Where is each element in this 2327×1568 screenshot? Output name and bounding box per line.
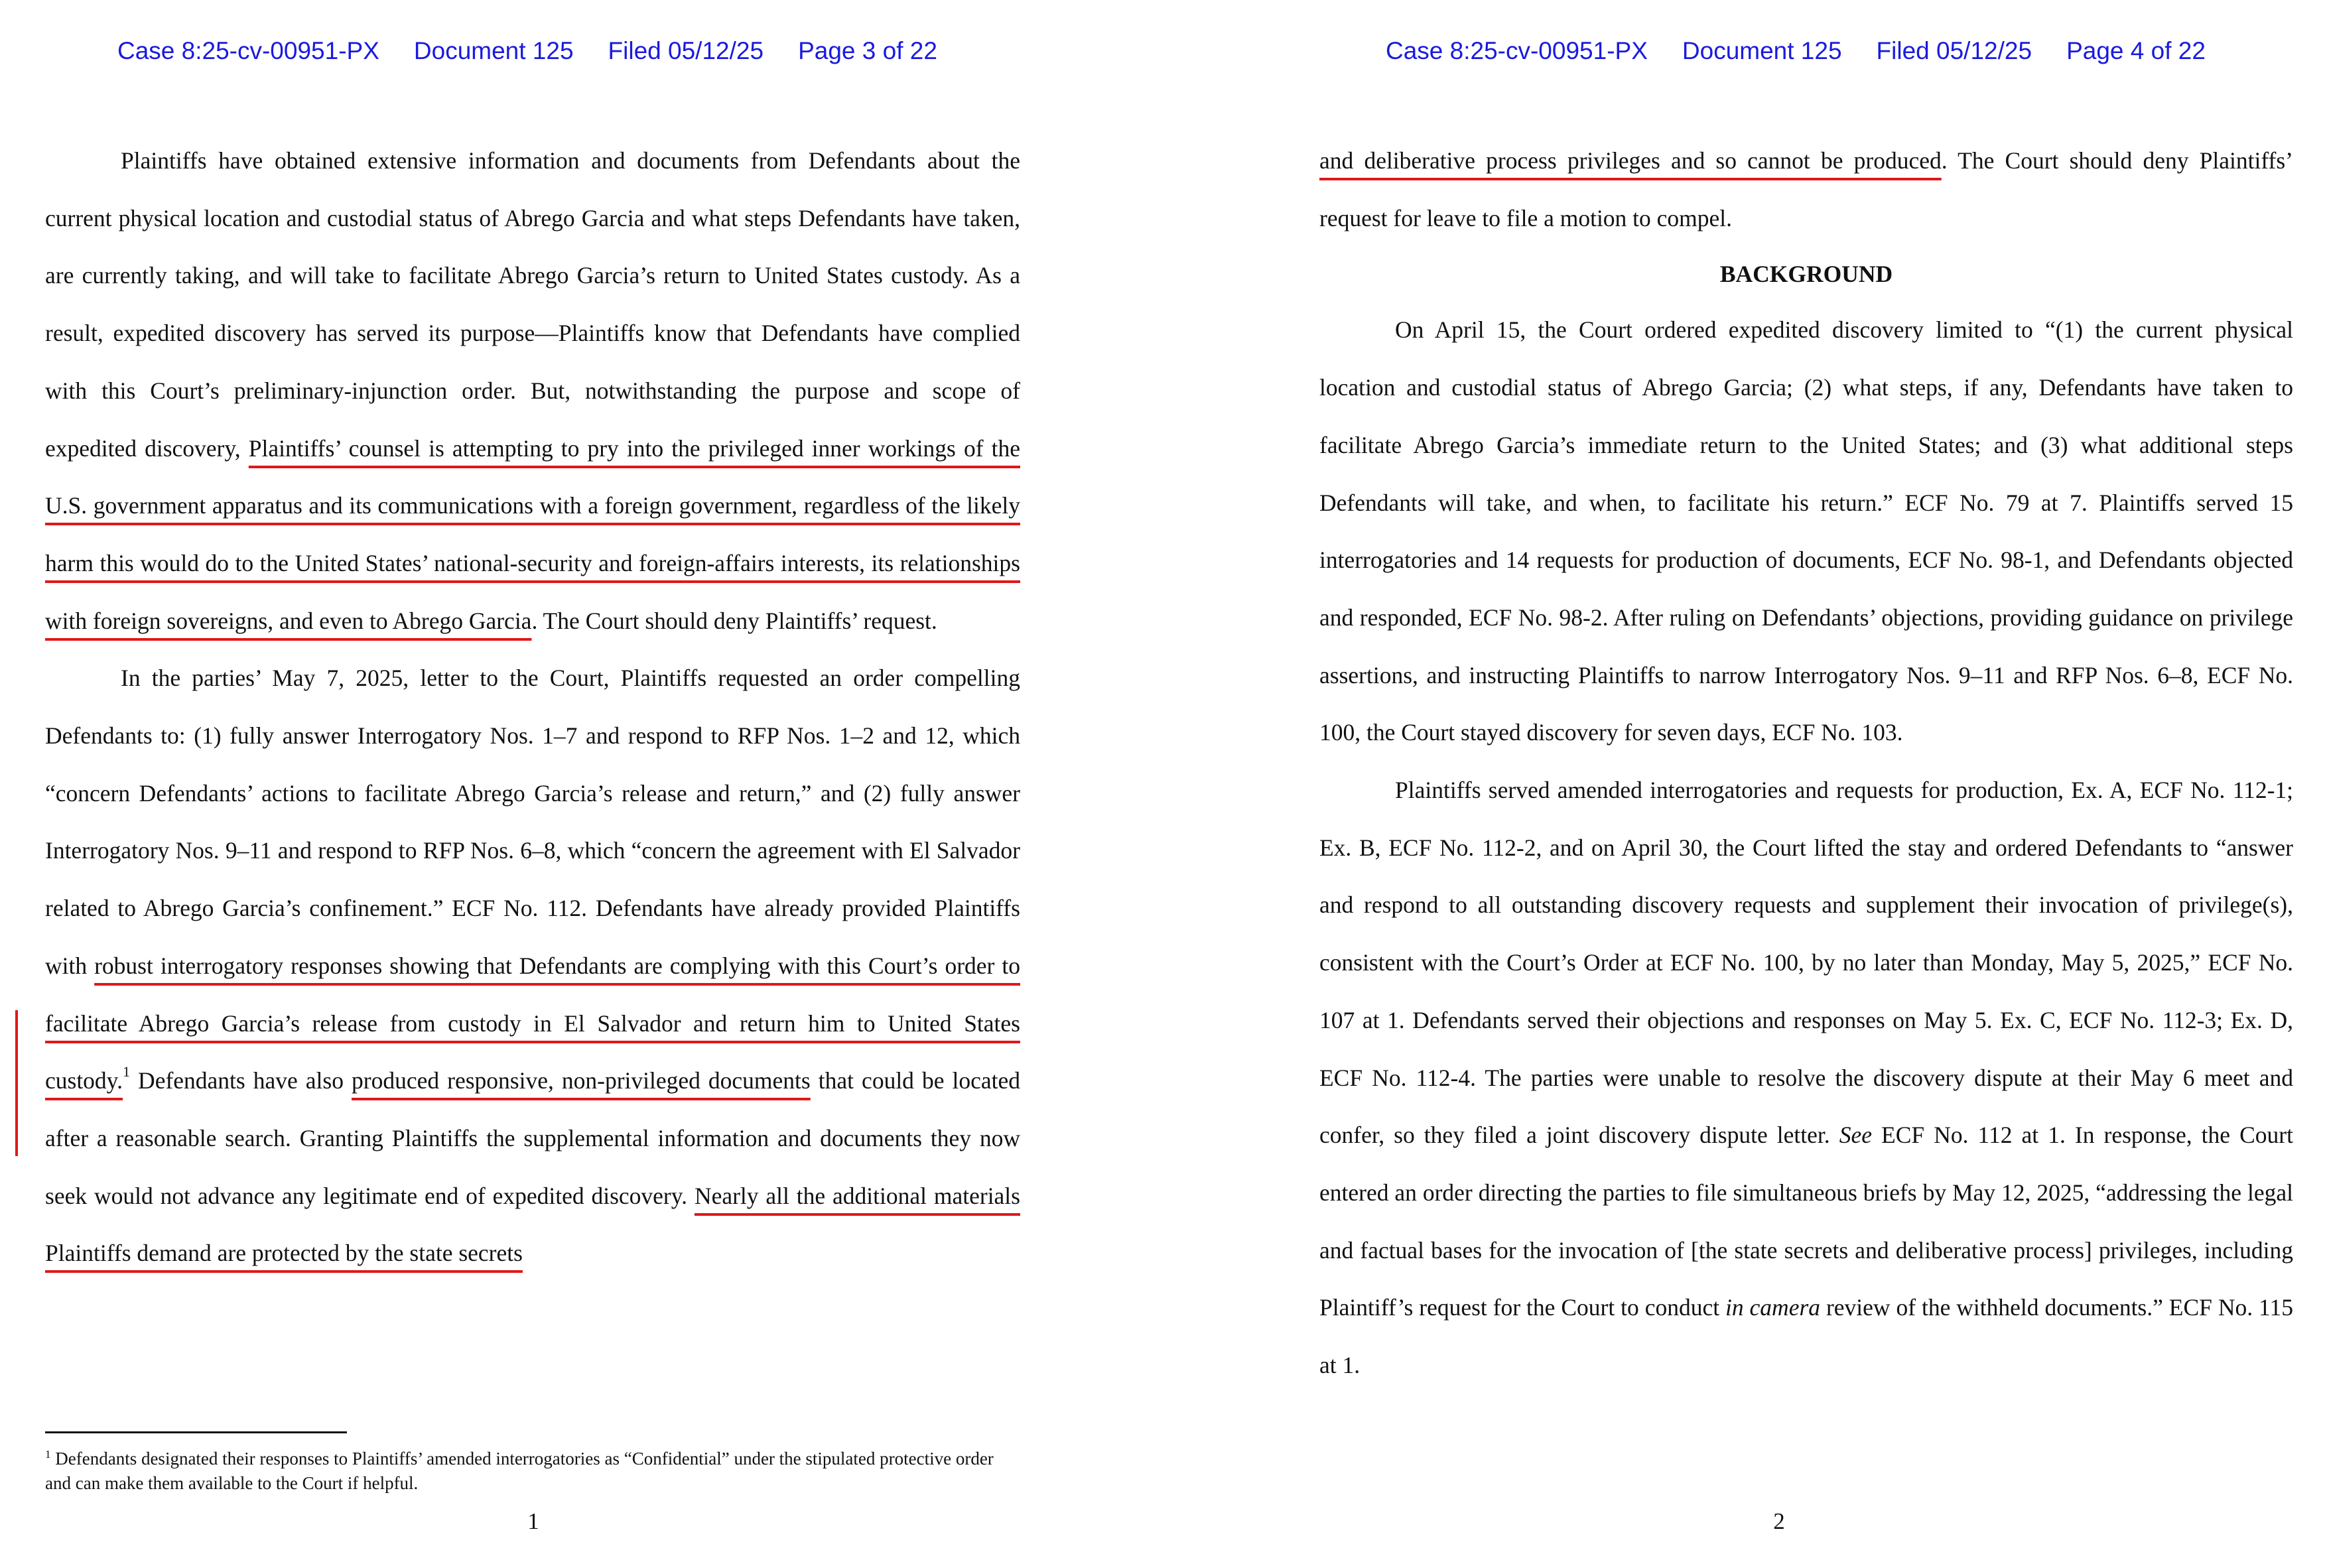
- footnote-1: [45, 1447, 1020, 1496]
- footnote-text: Defendants designated their responses to Plaintiffs’ amended interrogatories as “Confidential” under the stipulated protective order and can make them available to the Court if helpful.: [45, 1449, 994, 1493]
- italic-see: See: [1839, 1122, 1872, 1149]
- body-text: [45, 132, 1020, 1282]
- section-heading-background: BACKGROUND: [1719, 261, 1893, 288]
- paragraph-background-1: On April 15, the Court ordered expedited discovery limited to “(1) the current physical location and custodial status of Abrego Garcia; (2) what steps, if any, Defendants have taken to facilitate Abrego Garcia’s immediate return to the United States; and (3) what additional steps Defendants will take, and when, to facilitate his return.” ECF No. 79 at 7. Plaintiffs served 15 interrogatories and 14 requests for production of documents, ECF No. 98-1, and Defendants objected and responded, ECF No. 98-2. After ruling on Defendants’ objections, providing guidance on privilege assertions, and instructing Plaintiffs to narrow Interrogatory Nos. 9–11 and RFP Nos. 6–8, ECF No. 100, the Court stayed discovery for seven days, ECF No. 103.: [1319, 316, 2293, 746]
- paragraph-1: [45, 132, 1020, 649]
- footnote-divider: [45, 1431, 347, 1433]
- paragraph-text: review of the withheld documents.” ECF No. 115 at 1.: [1319, 1294, 2293, 1379]
- paragraph-text: In the parties’ May 7, 2025, letter to the Court, Plaintiffs requested an order compelling Defendants to: (1) fully answer Interrogatory Nos. 1–7 and respond to RFP Nos. 1–2 and 12, which “concern Defendants’ actions to facilitate Abrego Garcia’s release and return,” and (2) fully answer Interrogatory Nos. 9–11 and respond to RFP Nos. 6–8, which “concern the agreement with El Salvador related to Abrego Garcia’s confinement.” ECF No. 112. Defendants have already provided Plaintiffs with: [45, 665, 1020, 979]
- header-filed-date: Filed 05/12/25: [1876, 37, 2032, 64]
- margin-annotation-bar: [15, 1010, 18, 1156]
- paragraph-text: Plaintiffs have obtained extensive information and documents from Defendants about the current physical location and custodial status of Abrego Garcia and what steps Defendants have taken, are currently taking, and will take to facilitate Abrego Garcia’s return to United States custody. As a result, expedited discovery has served its purpose—Plaintiffs know that Defendants have complied with this Court’s preliminary-injunction order. But, notwithstanding the purpose and scope of expedited discovery,: [45, 147, 1020, 462]
- paragraph-text: ECF No. 112 at 1. In response, the Court entered an order directing the parties to file simultaneous briefs by May 12, 2025, “addressing the legal and factual bases for the invocation of [the state secrets and deliberative process] privileges, including Plaintiff’s request for the Court to conduct: [1319, 1122, 2293, 1321]
- underlined-passage: and deliberative process privileges and so cannot be produced: [1319, 147, 1942, 174]
- footnote-reference[interactable]: 1: [123, 1063, 131, 1080]
- header-document-number: Document 125: [1682, 37, 1842, 64]
- footnote-mark: 1: [45, 1448, 51, 1461]
- paragraph-background-2: [1319, 761, 2293, 1394]
- header-case-number: Case 8:25-cv-00951-PX: [1386, 37, 1648, 64]
- body-text: [1319, 132, 2293, 1394]
- page-number: 1: [527, 1508, 539, 1534]
- header-document-number: Document 125: [413, 37, 574, 64]
- underlined-passage: robust interrogatory responses showing that Defendants are complying with this Court’s order to facilitate Abrego Garcia’s release from custody in El Salvador and return him to United States custody.: [45, 952, 1020, 1094]
- header-page-count: Page 3 of 22: [798, 37, 937, 64]
- page-number: 2: [1773, 1508, 1785, 1534]
- underlined-passage: Nearly all the additional materials Plaintiffs demand are protected by the state secrets: [45, 1182, 1020, 1267]
- header-page-count: Page 4 of 22: [2066, 37, 2206, 64]
- paragraph-text: . The Court should deny Plaintiffs’ request.: [531, 607, 937, 634]
- paragraph-text: Plaintiffs served amended interrogatories and requests for production, Ex. A, ECF No. 112-1; Ex. B, ECF No. 112-2, and on April 30, the Court lifted the stay and ordered Defendants to “answer and respond to all outstanding discovery requests and supplement their invocation of privilege(s), consistent with the Court’s Order at ECF No. 100, by no later than Monday, May 5, 2025,” ECF No. 107 at 1. Defendants served their objections and responses on May 5. Ex. C, ECF No. 112-3; Ex. D, ECF No. 112-4. The parties were unable to resolve the discovery dispute at their May 6 meet and confer, so they filed a joint discovery dispute letter.: [1319, 777, 2293, 1149]
- paragraph-continued: [1319, 132, 2293, 247]
- paragraph-text: Defendants have also: [130, 1067, 352, 1094]
- header-case-number: Case 8:25-cv-00951-PX: [117, 37, 379, 64]
- header-filed-date: Filed 05/12/25: [608, 37, 764, 64]
- ecf-header: [117, 37, 937, 65]
- paragraph-text: . The Court should deny Plaintiffs’ request for leave to file a motion to compel.: [1319, 147, 2293, 231]
- underlined-passage: Plaintiffs’ counsel is attempting to pry into the privileged inner workings of the U.S. government apparatus and its communications with a foreign government, regardless of the likely harm this would do to the United States’ national-security and foreign-affairs interests, its relationships with foreign sovereigns, and even to Abrego Garcia: [45, 434, 1020, 634]
- underlined-passage: produced responsive, non-privileged documents: [352, 1067, 811, 1094]
- paragraph-2: [45, 649, 1020, 1282]
- paragraph-text: that could be located after a reasonable search. Granting Plaintiffs the supplemental information and documents they now seek would not advance any legitimate end of expedited discovery.: [45, 1067, 1021, 1209]
- italic-in-camera: in camera: [1725, 1294, 1821, 1321]
- document-page-4: [1164, 0, 2327, 1568]
- ecf-header: [1386, 37, 2206, 65]
